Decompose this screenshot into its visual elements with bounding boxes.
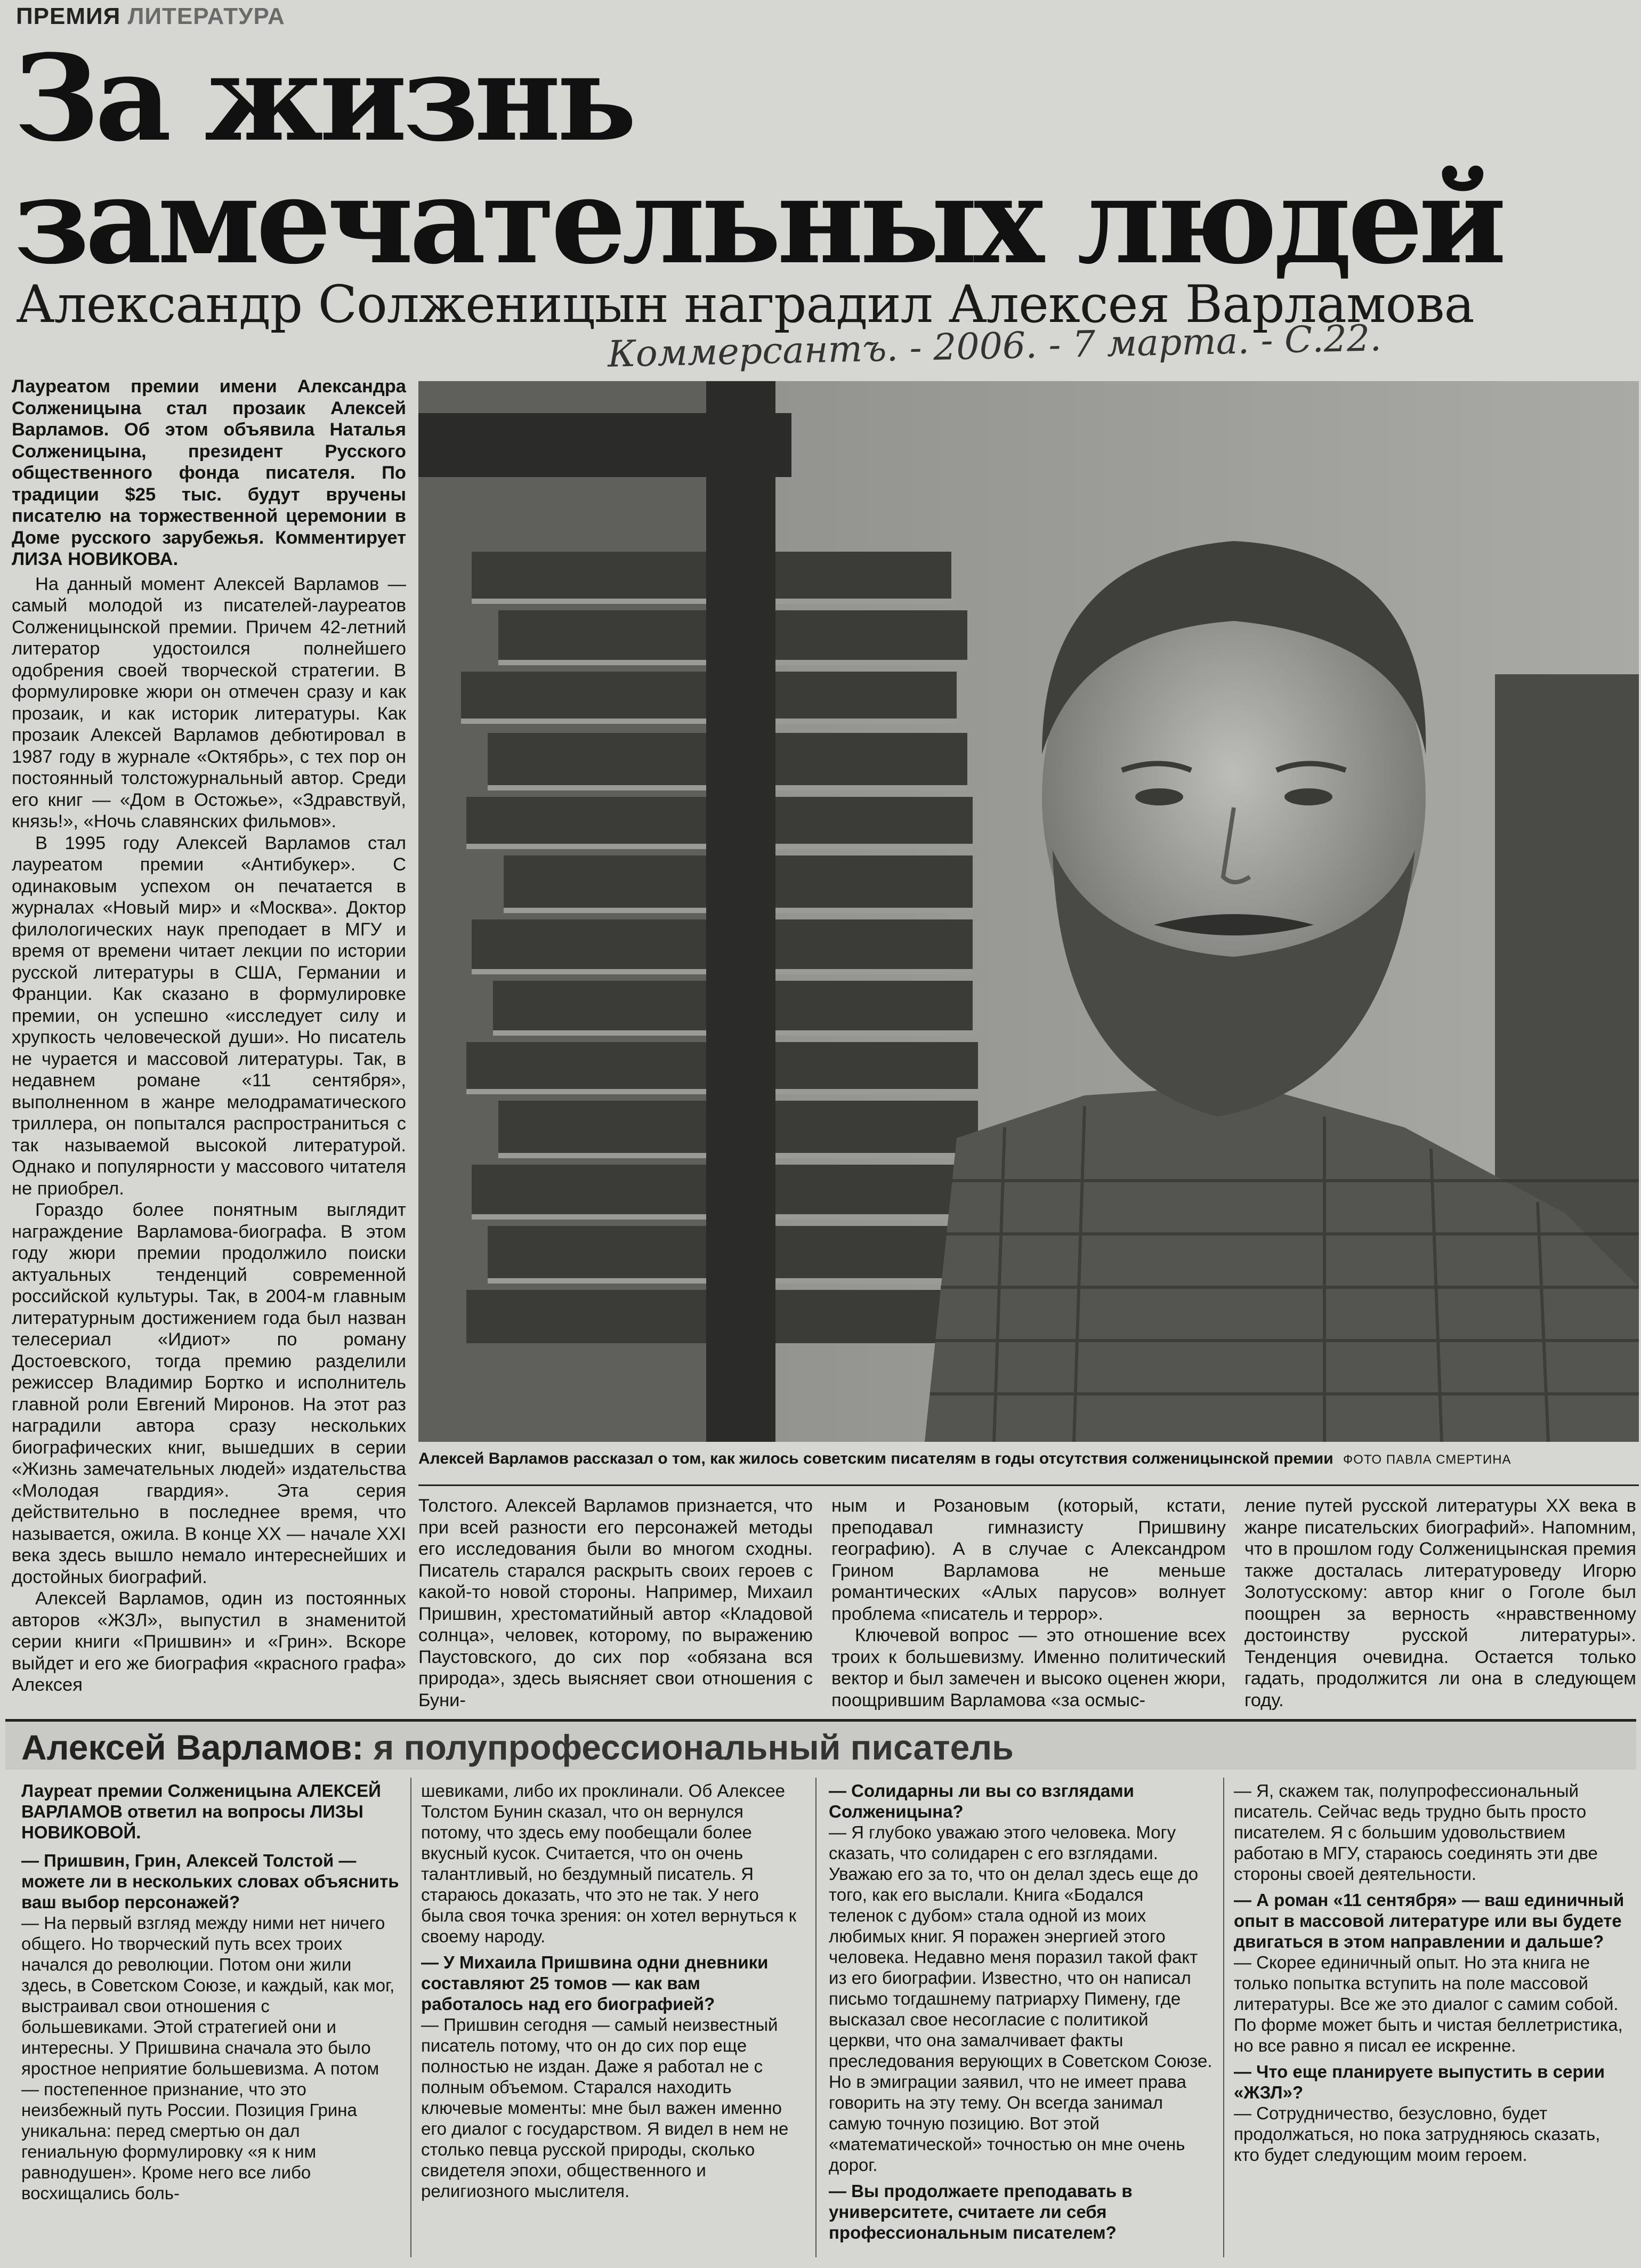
article-paragraph: ление путей русской литературы XX века в жанре писательских биографий». Напомним, что в прошлом году Солженицынская премия также досталась литературоведу Игорю Золотусскому: автор книг о Гоголе был поощрен за верность «нравственному достоинству русской литературы». Тенденция очевидна. Остается только гадать, продолжится ли она в следующем году. bbox=[1244, 1496, 1636, 1710]
handwritten-citation: Коммерсантъ. - 2006. - 7 марта. - С.22. bbox=[607, 317, 1382, 376]
headline-line1: За жизнь bbox=[14, 29, 633, 168]
article-paragraph: Толстого. Алексей Варламов признается, что при всей разности его персонажей методы его исследования были во многом сходны. Писатель старался раскрыть своих героев с какой-то новой стороны. Например, Михаил Пришвин, хрестоматийный автор «Кладовой солнца», человек, которому, по выражению Паустовского, до сих пор «обязана вся природа», здесь выясняет свои отношения с Буни- bbox=[418, 1496, 813, 1710]
interview-column-3 bbox=[829, 1780, 1212, 2243]
interview-question: — У Михаила Пришвина одни дневники составляют 25 томов — как вам работалось над его биографией? bbox=[421, 1952, 769, 2014]
interview-answer: шевиками, либо их проклинали. Об Алексее Толстом Бунин сказал, что он вернулся потому, что здесь ему пообещали более вкусный кусок. Считается, что он очень талантливый, но бездумный писатель. Я стараюсь доказать, что это не так. У него была своя точка зрения: он хотел вернуться к своему народу. bbox=[421, 1781, 797, 1946]
interview-title-name: Алексей Варламов: bbox=[21, 1728, 364, 1767]
interview-answer: — Пришвин сегодня — самый неизвестный писатель потому, что он до сих пор еще полностью не издан. Даже я работал не с полным объемом. Старался находить ключевые моменты: мне был важен именно его диалог с государством. Я видел в нем не столько певца русской природы, сколько свидетеля эпохи, общественного и религиозного мыслителя. bbox=[421, 2015, 789, 2201]
column-divider bbox=[1223, 1778, 1224, 2257]
caption-rule bbox=[418, 1484, 1639, 1486]
article-paragraph: Алексей Варламов, один из постоянных авторов «ЖЗЛ», выпустил в знаменитой серии книги «Пришвин» и «Грин». Вскоре выйдет и его же биография «красного графа» Алексея bbox=[12, 1588, 406, 1695]
article-paragraph: На данный момент Алексей Варламов — самый молодой из писателей-лауреатов Солженицынской премии. Причем 42-летний литератор удостоился полнейшего одобрения своей творческой стратегии. В формулировке жюри он отмечен сразу и как прозаик, и как историк литературы. Как прозаик Алексей Варламов дебютировал в 1987 году в журнале «Октябрь», с тех пор он постоянный толстожурнальный автор. Среди его книг — «Дом в Остожье», «Здравствуй, князь!», «Ночь славянских фильмов». bbox=[12, 574, 406, 832]
interview-answer: — На первый взгляд между ними нет ничего общего. Но творческий путь всех троих начался до революции. Потом они жили здесь, в Советском Союзе, и каждый, как мог, выстраивал свои отношения с большевиками. Этой стратегией они и интересны. У Пришвина сначала это было яростное неприятие большевизма. А потом — постепенное признание, что это неизбежный путь России. Позиция Грина уникальна: перед смертью он дал гениальную формулировку «я к ним равнодушен». Кроме него все либо восхищались боль- bbox=[21, 1913, 395, 2203]
caption-text: Алексей Варламов рассказал о том, как жилось советским писателям в годы отсутствия солженицынской премии bbox=[418, 1450, 1333, 1467]
portrait-photo bbox=[418, 381, 1639, 1442]
rubric bbox=[16, 3, 285, 30]
article-paragraph: Ключевой вопрос — это отношение всех троих к большевизму. Именно политический вектор и был замечен и высоко оценен жюри, поощрившим Варламова «за осмыс- bbox=[831, 1625, 1226, 1710]
interview-title-rest: я полупрофессиональный писатель bbox=[363, 1728, 1014, 1767]
headline bbox=[14, 29, 1533, 290]
interview-question: — А роман «11 сентября» — ваш единичный опыт в массовой литературе или вы будете двигаться в этом направлении и дальше? bbox=[1234, 1890, 1624, 1951]
interview-answer: — Скорее единичный опыт. Но эта книга не только попытка вступить на поле массовой литературы. Все же это диалог с самим собой. По форме может быть и чистая беллетристика, но все равно я писал ее искренне. bbox=[1234, 1952, 1623, 2055]
headline-line2: замечательных людей bbox=[14, 152, 1502, 290]
interview-column-2 bbox=[421, 1780, 805, 2201]
article-column-1 bbox=[12, 376, 406, 1696]
interview-column-1 bbox=[21, 1780, 400, 2204]
interview-answer: — Я, скажем так, полупрофессиональный писатель. Сейчас ведь трудно быть просто писателем. Я с большим удовольствием работаю в МГУ, стараюсь соединять эти две стороны своей деятельности. bbox=[1234, 1781, 1598, 1884]
interview-answer: — Сотрудничество, безусловно, будет продолжаться, но пока затрудняюсь сказать, кто будет следующим моим героем. bbox=[1234, 2103, 1600, 2165]
photo-caption bbox=[418, 1450, 1639, 1468]
portrait-illustration bbox=[418, 381, 1639, 1442]
interview-question: — Вы продолжаете преподавать в университете, считаете ли себя профессиональным писателем? bbox=[829, 2181, 1133, 2242]
interview-title bbox=[21, 1727, 1014, 1767]
column-divider bbox=[410, 1778, 411, 2257]
article-column-3 bbox=[831, 1495, 1226, 1711]
subhead: Александр Солженицын наградил Алексея Варламова bbox=[16, 275, 1474, 334]
rubric-part1: ПРЕМИЯ bbox=[16, 3, 121, 29]
rubric-part2: ЛИТЕРАТУРА bbox=[127, 3, 285, 29]
article-column-2 bbox=[418, 1495, 813, 1711]
interview-question: — Солидарны ли вы со взглядами Солженицына? bbox=[829, 1781, 1134, 1821]
interview-lead: Лауреат премии Солженицына АЛЕКСЕЙ ВАРЛАМОВ ответил на вопросы ЛИЗЫ НОВИКОВОЙ. bbox=[21, 1781, 381, 1842]
article-column-4 bbox=[1244, 1495, 1636, 1711]
interview-question: — Что еще планируете выпустить в серии «ЖЗЛ»? bbox=[1234, 2062, 1605, 2102]
interview-column-4 bbox=[1234, 1780, 1628, 2165]
interview-question: — Пришвин, Грин, Алексей Толстой — можете ли в нескольких словах объяснить ваш выбор персонажей? bbox=[21, 1851, 399, 1912]
column-divider bbox=[815, 1778, 817, 2257]
article-paragraph: Гораздо более понятным выглядит награждение Варламова-биографа. В этом году жюри премии продолжило поиски актуальных тенденций современной российской культуры. Так, в 2004-м главным литературным достижением года был назван телесериал «Идиот» по роману Достоевского, тогда премию разделили режиссер Владимир Бортко и исполнитель главной роли Евгений Миронов. На этот раз наградили автора сразу нескольких биографических книг, вышедших в серии «Жизнь замечательных людей» издательства «Молодая гвардия». Эта серия действительно в последнее время, что называется, ожила. В конце XX — начале XXI века здесь вышло немало интереснейших и достойных биографий. bbox=[12, 1200, 406, 1587]
article-lead: Лауреатом премии имени Александра Солженицына стал прозаик Алексей Варламов. Об этом объявила Наталья Солженицына, президент Русского общественного фонда писателя. По традиции $25 тыс. будут вручены писателю на торжественной церемонии в Доме русского зарубежья. Комментирует ЛИЗА НОВИКОВА. bbox=[12, 376, 406, 569]
article-paragraph: В 1995 году Алексей Варламов стал лауреатом премии «Антибукер». С одинаковым успехом он печатается в журналах «Новый мир» и «Москва». Доктор филологических наук преподает в МГУ и время от времени читает лекции по истории русской литературы в США, Германии и Франции. Как сказано в формулировке премии, он успешно «исследует силу и хрупкость человеческой души». Но писатель не чурается и массовой литературы. Так, в недавнем романе «11 сентября», выполненном в жанре мелодраматического триллера, он попытался распространиться с так называемой высокой литературой. Однако и популярности у массового читателя не приобрел. bbox=[12, 833, 406, 1199]
interview-answer: — Я глубоко уважаю этого человека. Могу сказать, что солидарен с его взглядами. Уважаю его за то, что он делал здесь еще до того, как его выслали. Книга «Бодался теленок с дубом» стала одной из моих любимых книг. Я поражен энергией этого человека. Недавно меня поразил такой факт из его биографии. Известно, что он написал письмо тогдашнему патриарху Пимену, где высказал свое несогласие с политикой церкви, что она замалчивает факты преследования верующих в Советском Союзе. Но в эмиграции заявил, что не имеет права говорить на эту тему. Он всегда занимал самую точную позицию. Вот этой «математической» точностью он мне очень дорог. bbox=[829, 1822, 1212, 2175]
article-paragraph: ным и Розановым (который, кстати, преподавал гимназисту Пришвину географию). А в случае с Александром Грином Варламова не меньше романтических «Алых парусов» волнует проблема «писатель и террор». bbox=[831, 1496, 1226, 1624]
photo-credit: ФОТО ПАВЛА СМЕРТИНА bbox=[1343, 1452, 1511, 1467]
